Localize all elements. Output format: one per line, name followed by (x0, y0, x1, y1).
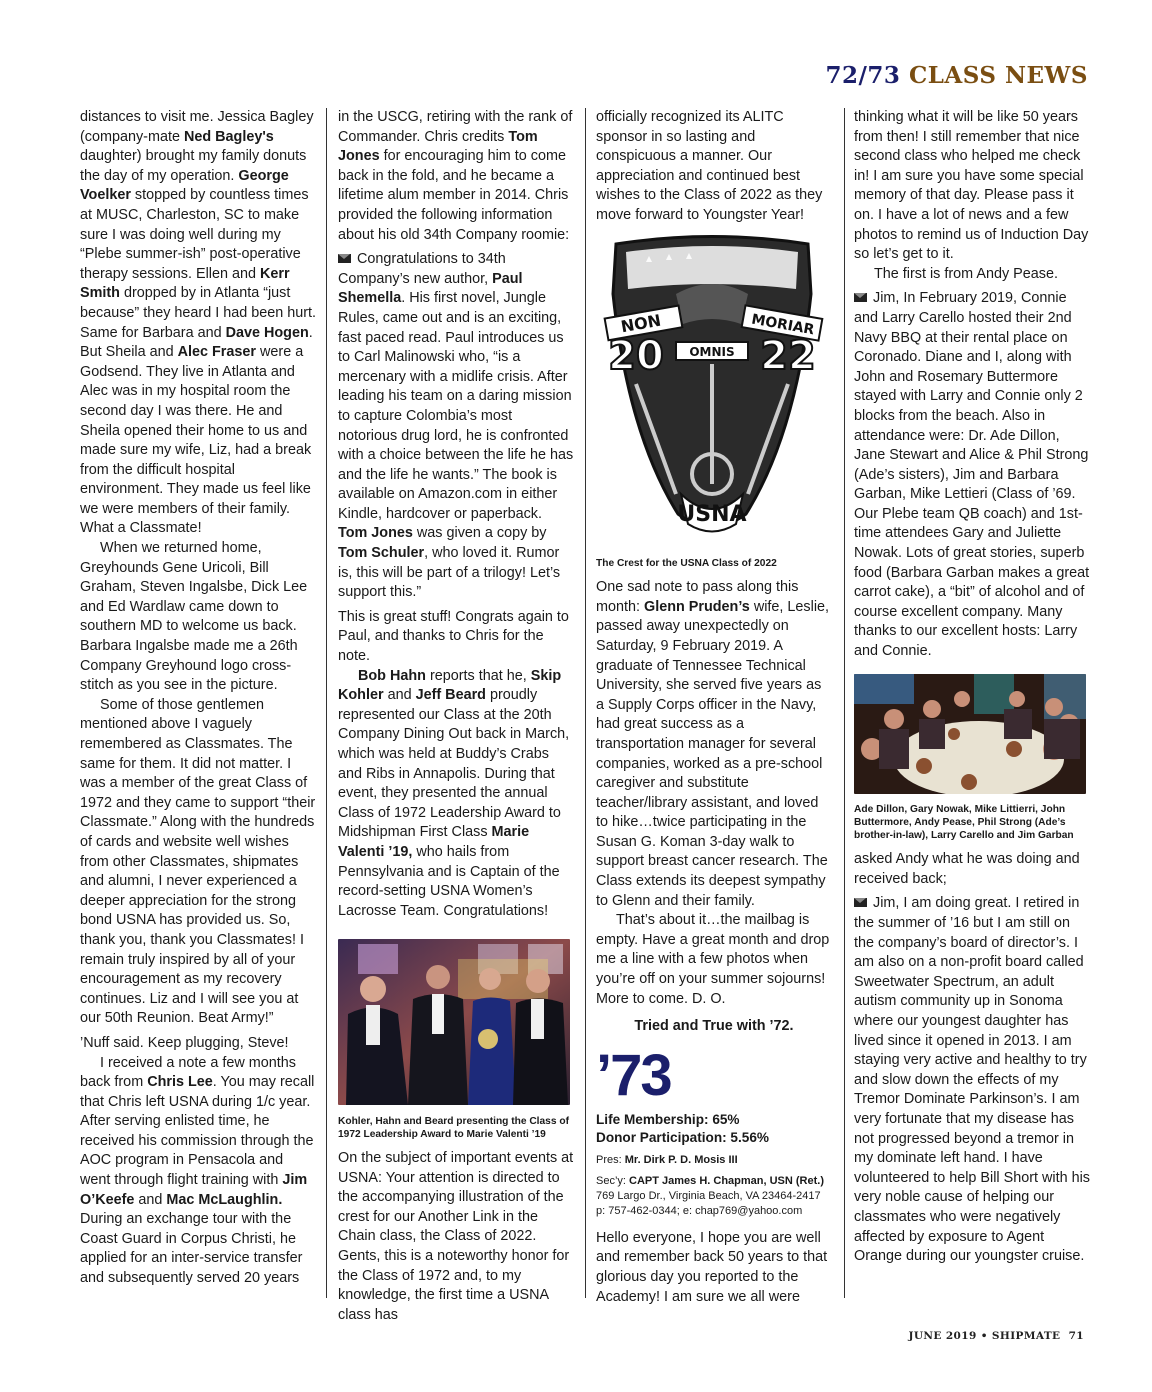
paragraph (596, 108, 832, 226)
text-run: Jim, In February 2019, Connie and Larry Carello hosted their 2nd Navy BBQ at their rental place on Coronado. Diane and I, along with John and Rosemary Buttermore stayed with Larry and Connie only 2 blocks from the beach. Also in attendance were: Dr. Ade Dillon, Jane Stewart and Alice & Phil Strong (Ade’s sisters), Jim and Barbara Garban, Mike Lettieri (Class of ’69. Our Plebe team QB coach) and 1st-time attendees Gary and Juliette Nowak. Lots of great stories, superb food (Barbara Garban makes a great carrot cake), a “bit” of alcohol and of course excellent company. Many thanks to our excellent hosts: Larry and Connie. (854, 290, 1090, 660)
bbq-photo-caption: Ade Dillon, Gary Nowak, Mike Littierri, John Buttermore, Andy Pease, Phil Strong (Ade’s brother-in-law), Larry Carello and Jim Garban (854, 804, 1074, 842)
text-run: Congratulations to 34th Company’s new author, (338, 251, 506, 287)
name-highlight: Dave Hogen (225, 324, 309, 341)
paragraph (338, 250, 574, 603)
award-photo (338, 939, 574, 1141)
text-run: reports that he, (425, 667, 531, 684)
page-footer (908, 1330, 1084, 1342)
award-photo-caption: Kohler, Hahn and Beard presenting the Class of 1972 Leadership Award to Marie Valenti ’19 (338, 1115, 569, 1140)
text-run: officially recognized its ALITC sponsor in so lasting and conspicuous a manner. Our appreciation and continued best wishes to the Class of 2022 as they move forward to Youngster Year! (596, 109, 823, 223)
donor-participation: Donor Participation: 5.56% (596, 1129, 769, 1145)
class-president (596, 1153, 832, 1168)
column-2 (338, 108, 574, 1325)
issue-date: JUNE 2019 (908, 1330, 977, 1342)
name-highlight: Jim O’Keefe (80, 1172, 308, 1208)
paragraph (854, 265, 1090, 285)
magazine-name: SHIPMATE (991, 1330, 1061, 1342)
crest-motto-center: OMNIS (689, 344, 735, 359)
article-body (80, 108, 316, 1289)
paragraph (80, 696, 316, 1029)
text-run: stopped by countless times at MUSC, Charleston, SC to make sure I was doing well during my “Plebe summer-ish” post-operative therapy sessions. Ellen and (80, 187, 309, 282)
crest-caption: The Crest for the USNA Class of 2022 (596, 558, 777, 570)
text-run: This is great stuff! Congrats again to Paul, and thanks to Chris for the note. (338, 608, 569, 665)
name-highlight: George Voelker (80, 167, 289, 204)
crest-year-left: 20 (608, 332, 664, 379)
article-body (596, 108, 832, 226)
award-photo-image (338, 939, 570, 1105)
name-highlight: Bob Hahn (358, 667, 426, 684)
text-run: . But Sheila and (80, 324, 313, 361)
bbq-photo-image (854, 674, 1086, 794)
paragraph (854, 108, 1090, 265)
text-run: distances to visit me. Jessica Bagley (company-mate (80, 109, 314, 145)
footer-separator: • (976, 1330, 992, 1342)
text-run: who hails from Pennsylvania and is Captain of the record-setting USNA Women’s Lacrosse Team. Congratulations! (338, 843, 560, 919)
column-4 (854, 108, 1090, 1267)
paragraph (80, 108, 316, 539)
article-body (854, 850, 1090, 1266)
section-header (826, 62, 1088, 89)
paragraph (338, 108, 574, 245)
class-secretary (596, 1174, 832, 1219)
column-divider (326, 108, 327, 1298)
secy-name: CAPT James H. Chapman, USN (Ret.) (629, 1174, 824, 1187)
text-run: and (383, 687, 416, 704)
name-highlight: Alec Fraser (177, 344, 257, 361)
text-run: During an exchange tour with the Coast Guard in Corpus Christi, he applied for an inter-service transfer and subsequently served 20 years (80, 1211, 303, 1287)
name-highlight: Kerr Smith (80, 265, 290, 302)
paragraph (596, 578, 832, 911)
bbq-photo (854, 674, 1090, 843)
text-run: in the USCG, retiring with the rank of Commander. Chris credits (338, 109, 573, 145)
secy-contact[interactable]: p: 757-462-0344; e: chap769@yahoo.com (596, 1204, 803, 1217)
text-run: . His first novel, Jungle Rules, came out and is an exciting, fast paced read. Paul introduces us to Carl Malinowski who, “is a mercenary with a midlife crisis. After leading his team on a daring mission to capture Colombia’s most notorious drug lord, he is confronted with a choice between the life he has and the life he wants.” The book is available on Amazon.com in either Kindle, hardcover or paperback. (338, 290, 574, 522)
envelope-icon (854, 898, 867, 907)
crest-letters: USNA (677, 501, 747, 527)
text-run: daughter) brought my family donuts the day of my operation. (80, 148, 307, 184)
name-highlight: Tom Schuler (338, 545, 425, 562)
paragraph (338, 1149, 574, 1325)
secy-address: 769 Largo Dr., Virginia Beach, VA 23464-2417 (596, 1189, 821, 1202)
text-run: proudly represented our Class at the 20th Company Dining Out back in March, which was held at Buddy’s Crabs and Ribs in Annapolis. During that event, they presented the annual Class of 1972 Leadership Award to Midshipman First Class (338, 687, 570, 841)
paragraph (338, 608, 574, 667)
envelope-icon (854, 293, 867, 302)
text-run: and (134, 1191, 167, 1208)
article-body (854, 108, 1090, 662)
envelope-icon (338, 254, 351, 263)
name-highlight: Glenn Pruden’s (644, 598, 750, 615)
name-highlight: Paul Shemella (338, 270, 523, 307)
text-run: dropped by in Atlanta “just because” they heard I had been hurt. Same for Barbara and (80, 285, 317, 341)
pres-label: Pres: (596, 1153, 625, 1166)
text-run: That’s about it…the mailbag is empty. Have a great month and drop me a line with a few photos when you’re off on your summer sojourns! More to come. D. O. (596, 912, 830, 1007)
text-run: were a Godsend. They live in Atlanta and Alec was in my hospital room the second day I was there. He and Sheila opened their home to us and made sure my wife, Liz, had a break from the difficult hospital environment. They made us feel like we were members of their family. What a Classmate! (80, 344, 312, 537)
crest-year-right: 22 (760, 332, 816, 379)
text-run: . You may recall that Chris left USNA during 1/c year. After serving enlisted time, he received his commission through the AOC program in Pensacola and went through flight training with (80, 1074, 315, 1189)
paragraph (854, 894, 1090, 1266)
text-run: thinking what it will be like 50 years from then! I still remember that nice second class who helped me check in! I am sure you have some special memory of that day. Please pass it on. I have a lot of news and a few photos to remind us of Induction Day so let’s get to it. (854, 109, 1089, 263)
text-run: wife, Leslie, passed away unexpectedly on Saturday, 9 February 2019. A graduate of Tennessee Technical University, she served five years as a Supply Corps officer in the Navy, had great success as a transportation manager for several companies, worked as a pre-school caregiver and substitute teacher/library assistant, and loved to hike…twice participating in the Susan G. Koman 3-day walk to support breast cancer research. The Class extends its deepest sympathy to Glenn and their family. (596, 598, 830, 909)
class-years: 72/73 (825, 62, 901, 89)
column-3 (596, 108, 832, 1307)
text-run: , who loved it. Rumor is, this will be part of a trilogy! Let’s support this.” (338, 545, 561, 601)
text-run: When we returned home, Greyhounds Gene Uricoli, Bill Graham, Steven Ingalsbe, Dick Lee and Ed Wardlaw came down to southern MD to welcome us back. Barbara Ingalsbe made me a 26th Company Greyhound logo cross-stitch as you see in the picture. (80, 540, 308, 694)
paragraph (854, 850, 1090, 889)
crest-image (596, 234, 828, 544)
page-number: 71 (1068, 1330, 1084, 1342)
paragraph (338, 667, 574, 922)
secy-label: Sec’y: (596, 1174, 630, 1187)
pres-name: Mr. Dirk P. D. Mosis III (624, 1153, 738, 1166)
crest-motto-left: NON (619, 310, 663, 336)
text-run: Some of those gentlemen mentioned above I vaguely remembered as Classmates. The same for them. It did not matter. I was a member of the great Class of 1972 and they came to support “their Classmate.” Along with the hundreds of cards and website well wishes from other Classmates, shipmates and alumni, I never experienced a deeper appreciation for the strong bond USNA has provided us. So, thank you, thank you Classmates! I remain truly inspired by all of your encouragement as my recovery continues. Liz and I will see you at our 50th Reunion. Beat Army!” (80, 696, 316, 1027)
text-run: Jim, I am doing great. I retired in the summer of ’16 but I am still on the company’s board of director’s. I am also on a non-profit board called Sweetwater Spectrum, an adult autism community up in Sonoma where our youngest daughter has lived since it opened in 2013. I am staying very active and healthy to try and slow down the effects of my Tremor Dominate Parkinson’s. I am very fortunate that my disease has not progressed beyond a tremor in my dominate left hand. I have volunteered to help Bill Short with his very noble cause of helping our classmates who were negatively affected by exposure to Agent Orange during our youngster cruise. (854, 895, 1090, 1265)
text-run: asked Andy what he was doing and received back; (854, 851, 1080, 887)
column-1 (80, 108, 316, 1289)
article-body (596, 578, 832, 1009)
class-73-heading: ’73 (596, 1042, 671, 1108)
text-run: I received a note a few months back from (80, 1054, 296, 1091)
text-run: for encouraging him to come back in the fold, and he became a lifetime alum member in 2014. Chris provided the following information about his old 34th Company roomie: (338, 148, 570, 243)
name-highlight: Jeff Beard (415, 687, 486, 704)
section-title: CLASS NEWS (908, 62, 1088, 89)
name-highlight: Mac McLaughlin. (166, 1191, 283, 1208)
column-divider (585, 108, 586, 1298)
paragraph (596, 1229, 832, 1307)
name-highlight: Tom Jones (338, 128, 538, 165)
paragraph (80, 1034, 316, 1054)
paragraph (854, 289, 1090, 661)
text-run: On the subject of important events at USNA: Your attention is directed to the accompanying illustration of the crest for our Another Link in the Chain class, the Class of 2022. Gents, this is a noteworthy honor for the Class of 1972 and, to my knowledge, the first time a USNA class has (338, 1149, 574, 1323)
text-run: was given a copy by (412, 525, 547, 542)
name-highlight: Tom Jones (338, 525, 413, 542)
name-highlight: Ned Bagley's (183, 128, 274, 145)
class-73-stats (596, 1111, 832, 1147)
crest-motto-right: MORIAR (750, 311, 816, 338)
signoff: Tried and True with ’72. (634, 1018, 794, 1035)
text-run: The first is from Andy Pease. (874, 265, 1058, 282)
paragraph (80, 1054, 316, 1289)
text-run: One sad note to pass along this month: (596, 579, 799, 615)
article-body (596, 1229, 832, 1307)
life-membership: Life Membership: 65% (596, 1111, 740, 1127)
name-highlight: Chris Lee (147, 1074, 213, 1091)
text-run: Hello everyone, I hope you are well and remember back 50 years to that glorious day you reported to the Academy! I am sure we all were (596, 1229, 828, 1305)
class-2022-crest (596, 226, 832, 571)
article-body (338, 108, 574, 921)
paragraph (596, 911, 832, 1009)
article-body (338, 1149, 574, 1325)
name-highlight: Skip Kohler (338, 667, 562, 704)
name-highlight: Marie Valenti ’19, (338, 824, 530, 860)
text-run: ’Nuff said. Keep plugging, Steve! (80, 1034, 289, 1051)
paragraph (80, 539, 316, 696)
column-divider (844, 108, 845, 1298)
